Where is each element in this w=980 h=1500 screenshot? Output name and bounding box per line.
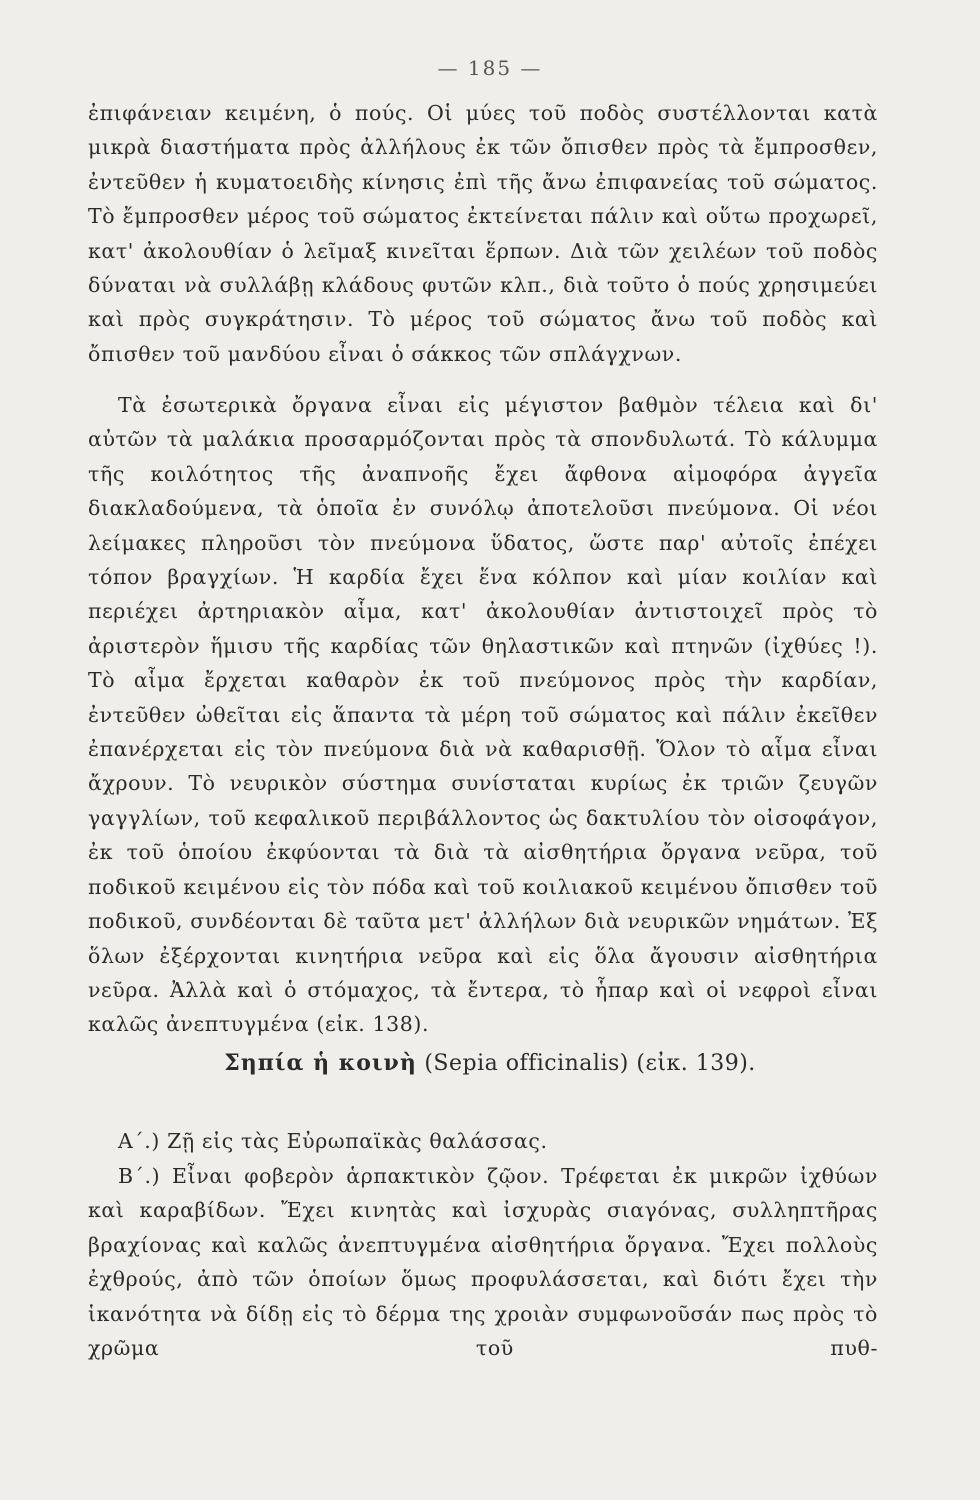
section-title: Σηπία ἡ κοινὴ [224,1050,417,1076]
paragraph-1: ἐπιφάνειαν κειμένη, ὁ πούς. Οἱ μύες τοῦ ποδὸς συστέλλονται κατὰ μικρὰ διαστήματα πρὸς ἀλλήλους ἐκ τῶν ὄπισθεν πρὸς τὰ ἔμπροσθεν, ἐντεῦθεν ἡ κυματοειδὴς κίνησις ἐπὶ τῆς ἄνω ἐπιφανείας τοῦ σώματος. Τὸ ἔμπροσθεν μέρος τοῦ σώματος ἐκτείνεται πάλιν καὶ οὕτω προχωρεῖ, κατ' ἀκολουθίαν ὁ λεῖμαξ κινεῖται ἕρπων. Διὰ τῶν χειλέων τοῦ ποδὸς δύναται νὰ συλλάβῃ κλάδους φυτῶν κλπ., διὰ τοῦτο ὁ πούς χρησιμεύει καὶ πρὸς συγκράτησιν. Τὸ μέρος τοῦ σώματος ἄνω τοῦ ποδὸς καὶ ὄπισθεν τοῦ μανδύου εἶναι ὁ σάκκος τῶν σπλάγχνων. [88,101,878,366]
section-point-b [88,1159,878,1365]
section-point-a [88,1124,878,1158]
page-number: — 185 — [437,56,543,80]
section-heading [0,1050,980,1076]
section-point-b-text: Β΄.) Εἶναι φοβερὸν ἁρπακτικὸν ζῷον. Τρέφεται ἐκ μικρῶν ἰχθύων καὶ καραβίδων. Ἔχει κινητὰς καὶ ἰσχυρὰς σιαγόνας, συλληπτῆρας βραχίονας καὶ καλῶς ἀνεπτυγμένα αἰσθητήρια ὄργανα. Ἔχει πολλοὺς ἐχθρούς, ἀπὸ τῶν ὁποίων ὅμως προφυλάσσεται, καὶ διότι ἔχει τὴν ἱκανότητα νὰ δίδῃ εἰς τὸ δέρμα της χροιὰν συμφωνοῦσάν πως πρὸς τὸ χρῶμα τοῦ πυθ- [88,1164,878,1361]
section-point-a-text: Α΄.) Ζῇ εἰς τὰς Εὐρωπαϊκὰς θαλάσσας. [118,1129,548,1153]
paragraph-2-text: Τὰ ἐσωτερικὰ ὄργανα εἶναι εἰς μέγιστον βαθμὸν τέλεια καὶ δι' αὐτῶν τὰ μαλάκια προσαρμόζονται πρὸς τὰ σπονδυλωτά. Τὸ κάλυμμα τῆς κοιλότητος τῆς ἀναπνοῆς ἔχει ἄφθονα αἱμοφόρα ἀγγεῖα διακλαδούμενα, τὰ ὁποῖα ἐν συνόλῳ ἀποτελοῦσι πνεύμονα. Οἱ νέοι λείμακες πληροῦσι τὸν πνεύμονα ὕδατος, ὥστε παρ' αὐτοῖς ἐπέχει τόπον βραγχίων. Ἡ καρδία ἔχει ἕνα κόλπον καὶ μίαν κοιλίαν καὶ περιέχει ἀρτηριακὸν αἷμα, κατ' ἀκολουθίαν ἀντιστοιχεῖ πρὸς τὸ ἀριστερὸν ἥμισυ τῆς καρδίας τῶν θηλαστικῶν καὶ πτηνῶν (ἰχθύες !). Τὸ αἷμα ἔρχεται καθαρὸν ἐκ τοῦ πνεύμονος πρὸς τὴν καρδίαν, ἐντεῦθεν ὠθεῖται εἰς ἅπαντα τὰ μέρη τοῦ σώματος καὶ πάλιν ἐκεῖθεν ἐπανέρχεται εἰς τὸν πνεύμονα διὰ νὰ καθαρισθῇ. Ὅλον τὸ αἷμα εἶναι ἄχρουν. Τὸ νευρικὸν σύστημα συνίσταται κυρίως ἐκ τριῶν ζευγῶν γαγγλίων, τοῦ κεφαλικοῦ περιβάλλοντος ὡς δακτυλίου τὸν οἰσοφάγον, ἐκ τοῦ ὁποίου ἐκφύονται τὰ διὰ τὰ αἰσθητήρια ὄργανα νεῦρα, τοῦ ποδικοῦ κειμένου εἰς τὸν πόδα καὶ τοῦ κοιλιακοῦ κειμένου ὄπισθεν τοῦ ποδικοῦ, συνδέονται δὲ ταῦτα μετ' ἀλλήλων διὰ νευρικῶν νημάτων. Ἐξ ὅλων ἐξέρχονται κινητήρια νεῦρα καὶ εἰς ὅλα ἄγουσιν αἰσθητήρια νεῦρα. Ἀλλὰ καὶ ὁ στόμαχος, τὰ ἔντερα, τὸ ἧπαρ καὶ οἱ νεφροὶ εἶναι καλῶς ἀνεπτυγμένα (εἰκ. 138). [88,393,878,1037]
section-subtitle: (Sepia officinalis) (εἰκ. 139). [424,1051,756,1076]
paragraph-2 [88,388,878,1042]
